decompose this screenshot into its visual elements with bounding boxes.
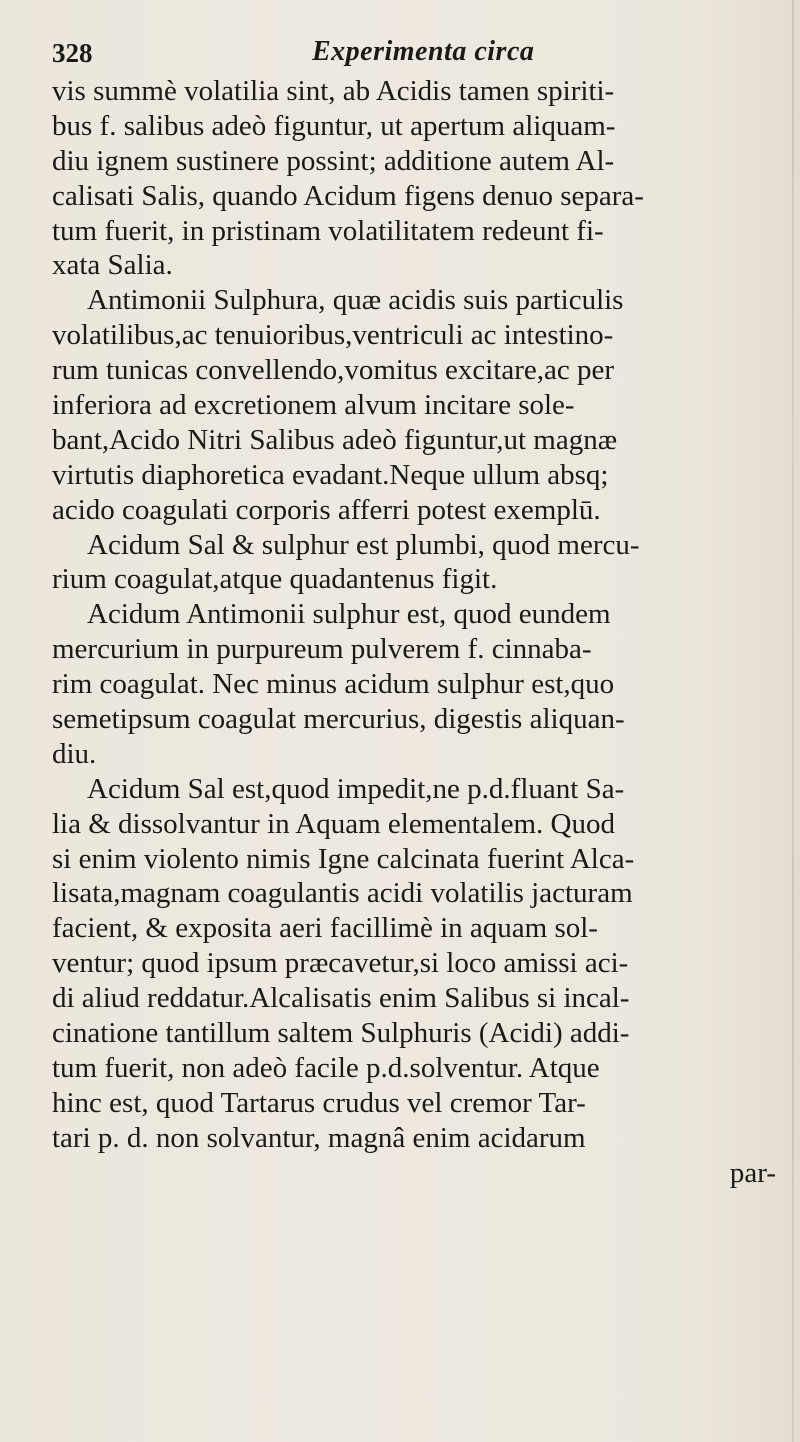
text-line: vis summè volatilia sint, ab Acidis tamen spiriti- — [52, 75, 615, 107]
body-text — [52, 74, 782, 1191]
text-line: rum tunicas convellendo,vomitus excitare,ac per — [52, 354, 615, 387]
text-line: cinatione tantillum saltem Sulphuris (Acidi) addi- — [52, 1017, 630, 1050]
text-line: si enim violento nimis Igne calcinata fuerint Alca- — [52, 842, 635, 875]
text-line: lisata,magnam coagulantis acidi volatilis jacturam — [52, 877, 633, 910]
text-line: hinc est, quod Tartarus crudus vel cremor Tar- — [52, 1086, 586, 1119]
text-line: lia & dissolvantur in Aquam elementalem. Quod — [52, 807, 615, 840]
text-line: Acidum Antimonii sulphur est, quod eundem — [87, 598, 611, 631]
text-line: xata Salia. — [52, 249, 173, 282]
text-line: diu. — [52, 737, 97, 770]
text-line: mercurium in purpureum pulverem f. cinnaba- — [52, 633, 592, 666]
page-header — [52, 38, 792, 78]
text-line: facient, & exposita aeri facillimè in aquam sol- — [52, 912, 598, 945]
text-line: bant,Acido Nitri Salibus adeò figuntur,ut magnæ — [52, 423, 618, 456]
text-line: calisati Salis, quando Acidum figens denuo separa- — [52, 179, 644, 212]
text-line: inferiora ad excretionem alvum incitare sole- — [52, 389, 575, 422]
text-line: tum fuerit, in pristinam volatilitatem redeunt fi- — [52, 214, 604, 247]
text-line: acido coagulati corporis afferri potest exemplū. — [52, 493, 601, 526]
page-edge-shadow — [792, 0, 794, 1442]
text-line: virtutis diaphoretica evadant.Neque ullum absq; — [52, 458, 609, 491]
text-line: Acidum Sal est,quod impedit,ne p.d.fluant Sa- — [87, 772, 625, 805]
text-line: rium coagulat,atque quadantenus figit. — [52, 563, 498, 596]
text-lines — [52, 74, 782, 1156]
text-line: volatilibus,ac tenuioribus,ventriculi ac intestino- — [52, 319, 614, 352]
text-line: tum fuerit, non adeò facile p.d.solventur. Atque — [52, 1051, 600, 1084]
text-line: di aliud reddatur.Alcalisatis enim Salibus si incal- — [52, 982, 630, 1015]
text-line: bus f. salibus adeò figuntur, ut apertum aliquam- — [52, 109, 616, 142]
text-line: Acidum Sal & sulphur est plumbi, quod mercu- — [87, 528, 640, 561]
text-line: diu ignem sustinere possint; additione autem Al- — [52, 144, 615, 177]
text-line: tari p. d. non solvantur, magnâ enim acidarum — [52, 1121, 586, 1154]
text-line: semetipsum coagulat mercurius, digestis aliquan- — [52, 703, 625, 736]
text-line: rim coagulat. Nec minus acidum sulphur est,quo — [52, 668, 615, 701]
page-number: 328 — [52, 38, 93, 68]
text-line: Antimonii Sulphura, quæ acidis suis particulis — [87, 284, 624, 317]
catchword: par- — [729, 1156, 776, 1189]
text-line: ventur; quod ipsum præcavetur,si loco amissi aci- — [52, 947, 629, 980]
running-head: Experimenta circa — [312, 36, 535, 67]
